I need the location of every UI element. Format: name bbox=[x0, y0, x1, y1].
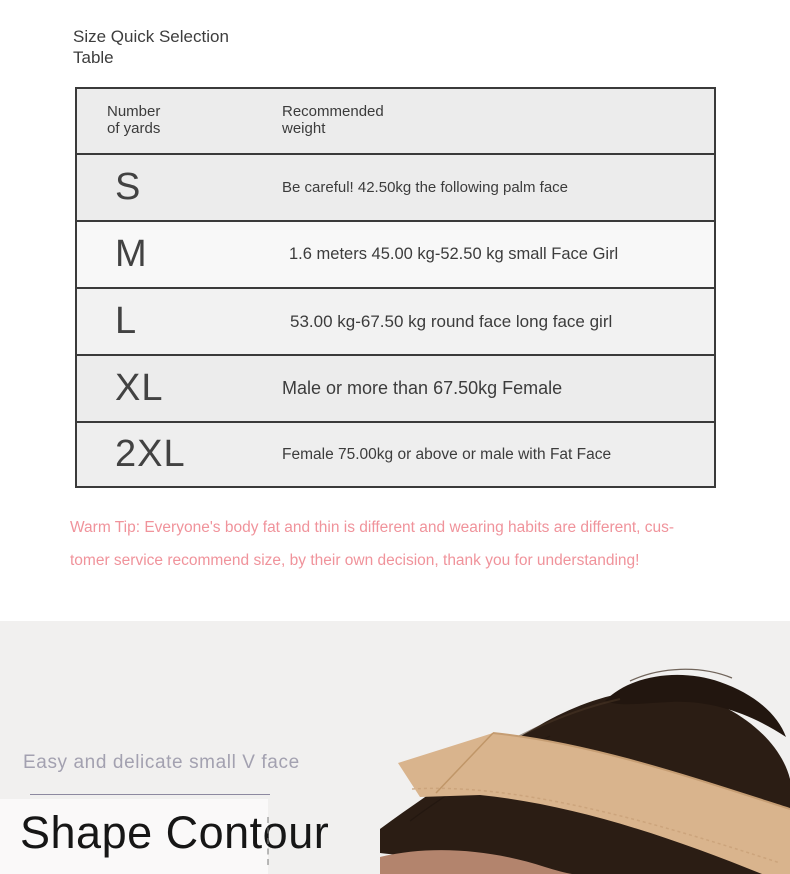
size-label-l: L bbox=[115, 300, 138, 342]
feature-subtitle: Easy and delicate small V face bbox=[23, 752, 300, 773]
feature-section bbox=[0, 621, 790, 874]
size-table-header-row bbox=[77, 89, 714, 153]
size-label-s: S bbox=[115, 166, 142, 208]
table-row-size-m bbox=[77, 220, 714, 287]
page-title-line1: Size Quick Selection bbox=[73, 27, 229, 46]
size-label-2xl: 2XL bbox=[115, 433, 186, 475]
divider-line bbox=[30, 794, 270, 795]
warm-tip-line2: tomer service recommend size, by their own decision, thank you for understanding! bbox=[70, 552, 640, 569]
size-desc-l: 53.00 kg-67.50 kg round face long face girl bbox=[290, 311, 613, 331]
size-label-m: M bbox=[115, 233, 148, 275]
product-photo bbox=[380, 621, 790, 874]
warm-tip-line1: Warm Tip: Everyone's body fat and thin is different and wearing habits are different, cus- bbox=[70, 519, 675, 536]
size-desc-s: Be careful! 42.50kg the following palm face bbox=[282, 179, 569, 196]
size-label-xl: XL bbox=[115, 367, 164, 409]
page-title-line2: Table bbox=[73, 48, 114, 67]
header-number-of-yards bbox=[77, 89, 282, 137]
header-col2-line2: weight bbox=[282, 120, 326, 137]
size-table bbox=[75, 87, 716, 488]
size-desc-2xl: Female 75.00kg or above or male with Fat Face bbox=[282, 445, 612, 463]
feature-title: Shape Contour bbox=[20, 807, 330, 858]
header-col1-line1: Number bbox=[107, 103, 161, 120]
size-desc-m: 1.6 meters 45.00 kg-52.50 kg small Face Girl bbox=[289, 245, 619, 263]
page-title bbox=[73, 26, 229, 68]
header-recommended-weight bbox=[282, 89, 714, 137]
table-row-size-l bbox=[77, 287, 714, 354]
size-desc-xl: Male or more than 67.50kg Female bbox=[282, 378, 563, 398]
table-row-size-xl bbox=[77, 354, 714, 421]
warm-tip-note bbox=[70, 511, 720, 577]
dashed-cursor-artifact bbox=[267, 817, 269, 865]
table-row-size-2xl bbox=[77, 421, 714, 486]
header-col1-line2: of yards bbox=[107, 120, 161, 137]
header-col2-line1: Recommended bbox=[282, 103, 384, 120]
table-row-size-s bbox=[77, 153, 714, 220]
